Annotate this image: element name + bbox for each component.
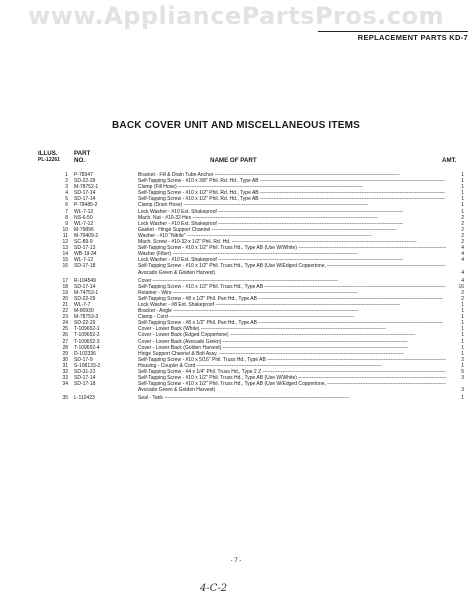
illus-no: 1 [65,172,68,178]
part-number: SD-22-29 [74,295,96,302]
illus-no: 19 [62,289,68,296]
part-number: M-74753-1 [74,289,99,296]
amount: 1 [461,184,464,191]
illus-no: 26 [62,332,68,339]
illus-no: 21 [62,301,68,308]
part-name: Bracket - Angle ----- [138,308,446,314]
part-row-continuation [54,387,464,393]
part-number: M-79896 [74,226,94,233]
part-number: T-109652-4 [74,344,100,351]
part-number: T-109652-2 [74,332,100,339]
part-name: Self-Tapping Screw - #8 x 1/2" Phil. Pan Hd., Type AB ----- [138,320,446,326]
illus-no: 4 [65,190,68,197]
watermark: www.AppliancePartsPros.com [27,2,445,30]
illus-no: 13 [62,245,68,252]
amount: 1 [461,344,464,351]
illus-no: 20 [62,295,68,302]
part-name: Cover ----- [138,278,446,284]
part-header-line2: NO. [74,157,86,164]
part-name: Lock Washer - #8 Ext. Shakeproof ----- [138,302,446,308]
part-name: Self-Tapping Screw - #10 x 1/2" Phil. Rd. Hd., Type AB ----- [138,190,446,196]
part-name: Retainer - Wire ----- [138,290,446,296]
page-title: BACK COVER UNIT AND MISCELLANEOUS ITEMS [112,120,360,131]
part-name: Seal - Tank ----- [138,395,446,401]
amount: 2 [461,220,464,227]
illus-no: 10 [62,226,68,233]
part-name: Clamp (Drain Hose) ----- [138,202,446,208]
amount: 3 [461,375,464,382]
illus-no: 16 [62,263,68,270]
amount: 1 [461,208,464,215]
illus-no: 30 [62,356,68,363]
part-number: SC-89-9 [74,239,93,246]
part-number: SD-22-29 [74,178,96,185]
part-number: WL-7-7 [74,301,91,308]
part-number: P-78347 [74,172,93,178]
amount: 2 [461,356,464,363]
amount: 1 [461,332,464,339]
illus-no: 35 [62,395,68,402]
header-rule [318,31,468,32]
part-number: M-80930 [74,308,94,315]
amount: 2 [461,295,464,302]
part-name: Clamp - Cord ----- [138,314,446,320]
illus-no: 33 [62,375,68,382]
amount: 1 [461,178,464,185]
part-number: SD-17-18 [74,381,96,388]
part-number: WL-7-12 [74,257,94,264]
part-name: Washer - #10 "Nitrile" ----- [138,233,446,239]
part-number: SD-17-14 [74,196,96,203]
illus-no: 15 [62,257,68,264]
illus-no: 6 [65,202,68,209]
amount: 1 [461,202,464,209]
part-name: Self-Tapping Screw - #10 x 1/2" Phil. Truss Hd., Type AB (Use W/White) ----- [138,375,446,381]
part-number: SD-17-14 [74,283,96,290]
part-name: Cover - Lower Back (Edged Coppertone) ----- [138,332,446,338]
part-name: Lock Washer - #10 Ext. Shakeproof ----- [138,221,446,227]
part-name: Lock Washer - #10 Ext. Shakeproof ----- [138,257,446,263]
amount: 1 [461,338,464,345]
handwritten-note: 4-C-2 [200,583,228,594]
part-number: SD-17-9 [74,356,93,363]
part-number: P-78485-2 [74,202,98,209]
amount: 1 [461,320,464,327]
illus-no: 28 [62,344,68,351]
part-number: M-78753-3 [74,314,99,321]
amount: 4 [461,277,464,284]
illus-no: 29 [62,350,68,357]
page-number: - 7 - [230,558,242,564]
part-row-continuation [54,270,464,276]
part-name: Self-Tapping Screw - #10 x 3/8" Phil. Rd. Hd., Type AB ----- [138,178,446,184]
amount: 1 [461,190,464,197]
part-name: Self-Tapping Screw - #8 x 1/2" Phil. Pan Hd., Type AB ----- [138,296,446,302]
part-header-line1: PART [74,150,91,157]
illus-no: 27 [62,338,68,345]
part-name: Avocado Green & Golden Harvest) [138,269,216,276]
part-no-column-header [74,150,90,164]
illus-no: 14 [62,251,68,258]
part-number: M-78752-1 [74,184,99,191]
amount: 3 [461,387,464,394]
part-number: SD-17-14 [74,190,96,197]
illus-column-header [38,150,60,164]
amount: 2 [461,289,464,296]
amount: 16 [458,283,464,290]
part-number: L-110423 [74,395,95,402]
part-name: Cover - Lower Back (Avocado Green) ----- [138,339,446,345]
part-number: SD-17-18 [74,263,96,270]
illus-no: 32 [62,369,68,375]
part-number: WL-7-12 [74,208,94,215]
part-name: Bracket - Fill & Drain Tube Anchor ----- [138,172,446,178]
part-number: S-108133-2 [74,362,101,369]
illus-no: 34 [62,381,68,388]
amount: 2 [461,232,464,239]
illus-no: 8 [65,214,68,221]
part-name: Self-Tapping Screw - #10 x 5/16" Phil. Truss Hd., Type AB ----- [138,357,446,363]
part-name: Clamp (Fill Hose) ----- [138,184,446,190]
parts-list [54,172,464,401]
amount: 1 [461,362,464,369]
part-name: Cover - Lower Back (White) ----- [138,326,446,332]
part-name: Lock Washer - #10 Ext. Shakeproof ----- [138,209,446,215]
part-name: Housing - Coupler & Cord ----- [138,363,446,369]
part-number: M-79409-2 [74,232,99,239]
part-name: Hinge Support Channel & Bolt Assy. ----- [138,351,446,357]
amount: 2 [461,226,464,233]
part-number: SD-31-21 [74,369,96,375]
name-column-header: NAME OF PART [210,157,257,164]
amount: 1 [461,172,464,178]
illus-no: 5 [65,196,68,203]
part-name: Mach. Nut - #10-32 Hex ----- [138,215,446,221]
part-number: SD-17-13 [74,245,96,252]
part-name: Washer (Fiber) ----- [138,251,446,257]
illus-no: 7 [65,208,68,215]
part-name: Self-Tapping Screw - #10 x 1/2" Phil. Truss Hd., Type AB (Use W/Edged Coppertone, ----- [138,381,446,387]
part-name: Self-Tapping Screw - #4 x 1/4" Phil. Truss Hd., Type 2 Z ----- [138,369,446,375]
illus-no: 11 [62,232,68,239]
part-name: Avocado Green & Golden Harvest) [138,387,216,394]
part-number: SD-22-29 [74,320,96,327]
illus-no: 23 [62,314,68,321]
part-number: T-109652-1 [74,326,100,333]
illus-no: 9 [65,220,68,227]
part-row [54,395,464,401]
amount: 1 [461,326,464,333]
part-number: WL-7-12 [74,220,94,227]
section-header: REPLACEMENT PARTS KD-7 [357,33,468,42]
part-number: WB-19-34 [74,251,97,258]
illus-no: 12 [62,239,68,246]
illus-no: 17 [62,277,68,284]
amount: 5 [461,369,464,375]
amount: 1 [461,395,464,402]
illus-no: 3 [65,184,68,191]
part-number: SD-17-14 [74,375,96,382]
part-name: Self-Tapping Screw - #10 x 1/2" Phil. Truss Hd., Type AB ----- [138,284,446,290]
part-name: Gasket - Hinge Support Channel ----- [138,227,446,233]
part-number: T-109652-3 [74,338,100,345]
part-name: Mach. Screw - #10-32 x 1/2" Phil. Rd. Hd. ----- [138,239,446,245]
amount: 1 [461,196,464,203]
amount: 4 [461,245,464,252]
illus-no: 25 [62,326,68,333]
amount: 1 [461,314,464,321]
amount: 2 [461,239,464,246]
illus-header-line2: PL-12261 [38,157,60,163]
part-name: Self-Tapping Screw - #10 x 1/2" Phil. Truss Hd., Type AB (Use W/Edged Coppertone, ----- [138,263,446,269]
illus-no: 2 [65,178,68,185]
part-name: Self-Tapping Screw - #10 x 1/2" Phil. Truss Hd., Type AB (Use W/White) ----- [138,245,446,251]
amount: 1 [461,350,464,357]
amount: 4 [461,251,464,258]
amount: 2 [461,214,464,221]
part-number: R-104549 [74,277,96,284]
part-name: Cover - Lower Back (Golden Harvest) ----- [138,345,446,351]
amount: 1 [461,301,464,308]
amt-column-header: AMT. [442,157,457,164]
illus-no: 31 [62,362,68,369]
illus-no: 22 [62,308,68,315]
part-name: Self-Tapping Screw - #10 x 1/2" Phil. Rd. Hd., Type AB ----- [138,196,446,202]
amount: 1 [461,308,464,315]
amount: 4 [461,257,464,264]
illus-header-line1: ILLUS. [38,150,58,157]
amount: 4 [461,269,464,276]
part-number: NS-6-50 [74,214,93,221]
illus-no: 24 [62,320,68,327]
illus-no: 18 [62,283,68,290]
part-number: D-102336 [74,350,96,357]
